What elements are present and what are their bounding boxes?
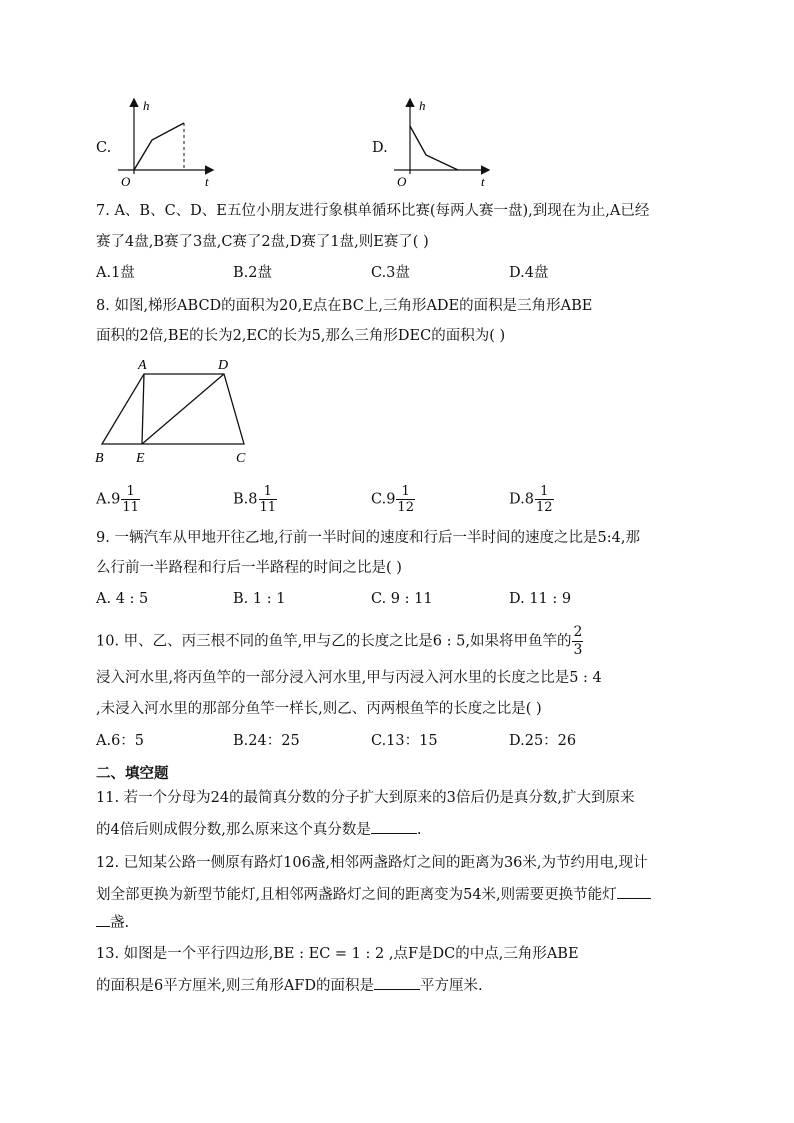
q8-option-b: B.8 $\frac{1}{11}$: [233, 484, 277, 515]
q10-line1: 10. 甲、乙、丙三根不同的鱼竿,甲与乙的长度之比是6 : 5,如果将甲鱼竿的 $\frac{2}{3}$: [96, 624, 583, 658]
q9-option-d: D. 11 : 9: [509, 591, 572, 607]
q11-answer-blank[interactable]: [371, 819, 417, 834]
trapezoid-figure: [88, 354, 258, 466]
q10-line2: 浸入河水里,将丙鱼竿的一部分浸入河水里,甲与丙浸入河水里的长度之比是5 : 4: [96, 670, 602, 686]
q13-answer-blank[interactable]: [374, 975, 420, 990]
graph-c: [112, 96, 222, 190]
graph-c-curve: [134, 123, 184, 170]
q8-option-a: A.9 $\frac{1}{11}$: [96, 484, 139, 515]
q12-answer-blank-part1[interactable]: [617, 884, 651, 899]
q7-line2: 赛了4盘,B赛了3盘,C赛了2盘,D赛了1盘,则E赛了( ): [96, 234, 429, 250]
q10-line3: ,未浸入河水里的那部分鱼竿一样长,则乙、丙两根鱼竿的长度之比是( ): [96, 701, 542, 717]
graph-d-t-label: t: [481, 174, 485, 189]
q13-line2: 的面积是6平方厘米,则三角形AFD的面积是 平方厘米.: [96, 975, 483, 996]
graph-c-origin-label: O: [121, 174, 131, 189]
graph-d-h-label: h: [419, 98, 426, 113]
q9-option-a: A. 4 : 5: [96, 591, 149, 607]
point-a-label: A: [138, 358, 147, 373]
q9-line1: 9. 一辆汽车从甲地开往乙地,行前一半时间的速度和行后一半时间的速度之比是5:4,那: [96, 530, 640, 546]
q7-option-a: A.1盘: [96, 265, 135, 281]
graph-d-origin-label: O: [397, 174, 407, 189]
q7-option-c: C.3盘: [371, 265, 410, 281]
q10-option-b: B.24：25: [233, 733, 300, 749]
option-d-label: D.: [372, 140, 388, 156]
segment-de: [142, 374, 224, 444]
q11-line2: 的4倍后则成假分数,那么原来这个真分数是 .: [96, 819, 421, 840]
q9-line2: 么行前一半路程和行后一半路程的时间之比是( ): [96, 560, 402, 576]
segment-ae: [142, 374, 144, 444]
q12-answer-blank-part2[interactable]: [96, 912, 110, 927]
q7-option-d: D.4盘: [509, 265, 549, 281]
graph-d: [388, 96, 498, 190]
graph-c-t-label: t: [205, 174, 209, 189]
q12-line2: 划全部更换为新型节能灯,且相邻两盏路灯之间的距离变为54米,则需要更换节能灯: [96, 884, 651, 905]
q7-line1: 7. A、B、C、D、E五位小朋友进行象棋单循环比赛(每两人赛一盘),到现在为止,A已经: [96, 203, 650, 219]
q10-option-a: A.6：5: [96, 733, 145, 749]
option-c-label: C.: [96, 140, 112, 156]
q11-line1: 11. 若一个分母为24的最简真分数的分子扩大到原来的3倍后仍是真分数,扩大到原来: [96, 790, 635, 806]
trapezoid-abcd: [102, 374, 244, 444]
graph-c-h-label: h: [143, 98, 150, 113]
point-c-label: C: [236, 451, 246, 466]
q9-option-b: B. 1 : 1: [233, 591, 286, 607]
q8-option-d: D.8 $\frac{1}{12}$: [509, 484, 553, 515]
section-title-fill-in: 二、填空题: [96, 766, 169, 782]
q12-line1: 12. 已知某公路一侧原有路灯106盏,相邻两盏路灯之间的距离为36米,为节约用电,现计: [96, 855, 648, 871]
graph-d-curve: [410, 126, 458, 170]
q10-option-c: C.13：15: [371, 733, 438, 749]
point-e-label: E: [136, 451, 145, 466]
q13-line1: 13. 如图是一个平行四边形,BE : EC = 1 : 2 ,点F是DC的中点,三角形ABE: [96, 946, 579, 962]
q10-option-d: D.25：26: [509, 733, 577, 749]
q8-line2: 面积的2倍,BE的长为2,EC的长为5,那么三角形DEC的面积为( ): [96, 328, 506, 344]
q8-line1: 8. 如图,梯形ABCD的面积为20,E点在BC上,三角形ADE的面积是三角形ABE: [96, 298, 593, 314]
q7-option-b: B.2盘: [233, 265, 272, 281]
q9-option-c: C. 9 : 11: [371, 591, 433, 607]
point-d-label: D: [218, 358, 229, 373]
q12-line3: 盏.: [96, 912, 129, 933]
point-b-label: B: [95, 451, 104, 466]
q8-option-c: C.9 $\frac{1}{12}$: [371, 484, 414, 515]
